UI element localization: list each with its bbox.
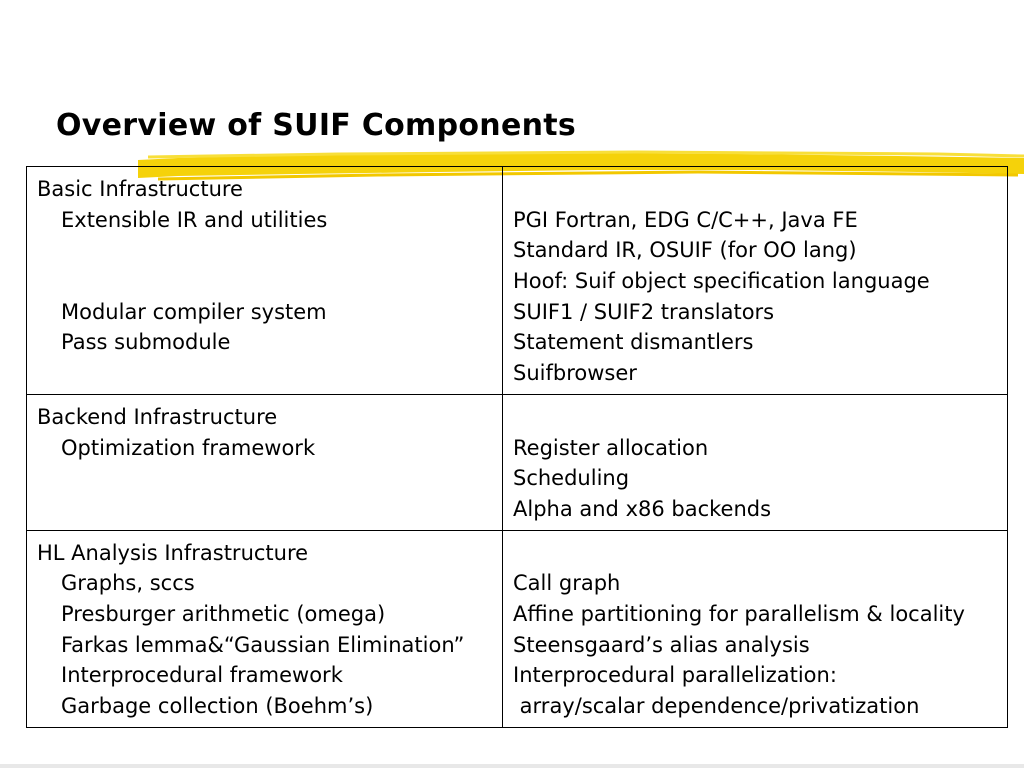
list-item: Call graph [513, 571, 621, 596]
table-cell-right [503, 167, 1008, 395]
table-row [27, 394, 1008, 530]
list-item: Affine partitioning for parallelism & locality [513, 601, 965, 626]
spacer [37, 235, 492, 266]
list-item: array/scalar dependence/privatization [513, 694, 920, 718]
table-cell-right [503, 394, 1008, 530]
spacer [513, 174, 997, 205]
list-item: SUIF1 / SUIF2 translators [513, 299, 775, 324]
table-cell-right [503, 530, 1008, 727]
row-heading: Basic Infrastructure [37, 177, 243, 201]
list-item: Extensible IR and utilities [61, 207, 328, 232]
list-item: PGI Fortran, EDG C/C++, Java FE [513, 207, 858, 232]
table-row [27, 167, 1008, 395]
list-item: Scheduling [513, 466, 630, 491]
components-table [26, 166, 1008, 728]
list-item: Interprocedural parallelization: [513, 663, 837, 688]
slide-title: Overview of SUIF Components [56, 108, 577, 143]
list-item: Farkas lemma&“Gaussian Elimination” [61, 632, 465, 657]
table-cell-left [27, 394, 503, 530]
list-item: Garbage collection (Boehm’s) [61, 694, 374, 718]
list-item: Statement dismantlers [513, 330, 754, 355]
spacer [37, 266, 492, 297]
slide-bottom-edge [0, 764, 1024, 768]
list-item: Alpha and x86 backends [513, 496, 772, 521]
table-cell-left [27, 167, 503, 395]
list-item: Hoof: Suif object specification language [513, 269, 930, 294]
list-item: Steensgaard’s alias analysis [513, 632, 810, 657]
table-row [27, 530, 1008, 727]
list-item: Suifbrowser [513, 361, 637, 386]
spacer [513, 538, 997, 569]
row-heading: HL Analysis Infrastructure [37, 540, 309, 565]
list-item: Presburger arithmetic (omega) [61, 601, 386, 626]
list-item: Interprocedural framework [61, 663, 343, 688]
list-item: Optimization framework [61, 435, 316, 460]
list-item: Graphs, sccs [61, 571, 195, 596]
row-heading: Backend Infrastructure [37, 404, 278, 429]
list-item: Standard IR, OSUIF (for OO lang) [513, 238, 857, 263]
spacer [513, 402, 997, 433]
list-item: Register allocation [513, 435, 709, 460]
list-item: Modular compiler system [61, 299, 327, 324]
table-cell-left [27, 530, 503, 727]
list-item: Pass submodule [61, 330, 231, 355]
